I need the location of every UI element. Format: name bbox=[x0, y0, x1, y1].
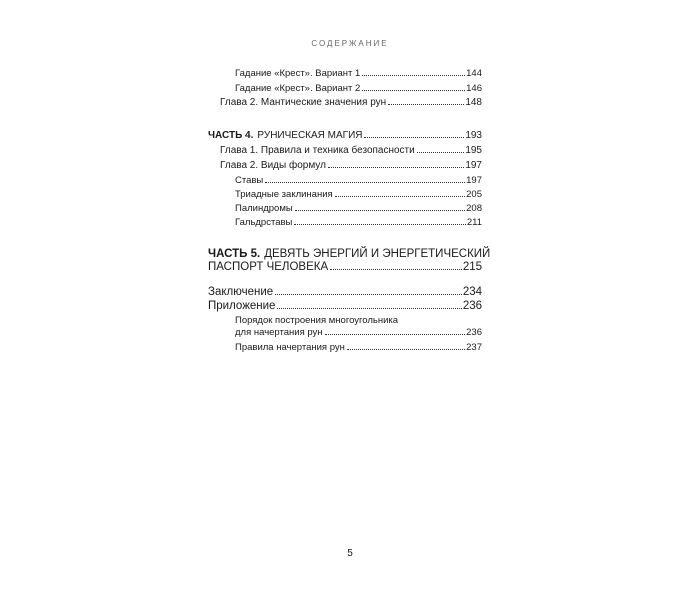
dot-leader bbox=[265, 181, 465, 183]
toc-entry[interactable] bbox=[220, 97, 482, 108]
toc-entry-page: 144 bbox=[466, 68, 482, 79]
part-title: ДЕВЯТЬ ЭНЕРГИЙ И ЭНЕРГЕТИЧЕСКИЙ bbox=[264, 248, 491, 260]
toc-entry-page: 208 bbox=[466, 203, 482, 214]
toc-entry[interactable] bbox=[235, 217, 482, 228]
toc-entry-page: 146 bbox=[466, 83, 482, 94]
toc-entry-title: Глава 2. Мантические значения рун bbox=[220, 97, 387, 108]
part-label: ЧАСТЬ 4. bbox=[208, 130, 254, 141]
page-number: 5 bbox=[347, 548, 353, 559]
dot-leader bbox=[417, 151, 465, 153]
dot-leader bbox=[330, 268, 462, 270]
toc-part-5-line1[interactable] bbox=[208, 248, 490, 260]
toc-entry-line1[interactable]: Порядок построения многоугольника bbox=[235, 315, 399, 326]
toc-entry-page: 236 bbox=[462, 300, 482, 312]
toc-entry[interactable] bbox=[220, 160, 482, 171]
toc-entry[interactable] bbox=[235, 327, 482, 338]
part-label: ЧАСТЬ 5. bbox=[208, 248, 261, 260]
toc-entry[interactable] bbox=[235, 68, 482, 79]
toc-entry[interactable] bbox=[235, 189, 482, 200]
toc-entry-page: 211 bbox=[466, 217, 482, 228]
toc-entry-title: Триадные заклинания bbox=[235, 189, 333, 200]
toc-part-5-line2[interactable] bbox=[208, 261, 482, 273]
toc-part-4[interactable] bbox=[208, 130, 482, 141]
dot-leader bbox=[294, 223, 465, 225]
dot-leader bbox=[295, 209, 465, 211]
dot-leader bbox=[364, 136, 464, 138]
toc-entry[interactable] bbox=[208, 286, 482, 298]
dot-leader bbox=[335, 195, 465, 197]
toc-entry-page: 236 bbox=[466, 327, 482, 338]
dot-leader bbox=[388, 103, 464, 105]
dot-leader bbox=[275, 293, 462, 295]
toc-entry-page: 197 bbox=[465, 160, 482, 171]
toc-entry-title: Гадание «Крест». Вариант 2 bbox=[235, 83, 361, 94]
toc-entry-page: 148 bbox=[465, 97, 482, 108]
dot-leader bbox=[362, 74, 465, 76]
toc-entry-title: Гадание «Крест». Вариант 1 bbox=[235, 68, 361, 79]
toc-entry[interactable] bbox=[235, 203, 482, 214]
dot-leader bbox=[328, 166, 464, 168]
toc-entry-page: 237 bbox=[466, 342, 482, 353]
toc-entry-page: 215 bbox=[462, 261, 482, 273]
running-header: СОДЕРЖАНИЕ bbox=[311, 39, 389, 48]
toc-entry-title: для начертания рун bbox=[235, 327, 323, 338]
toc-entry[interactable] bbox=[208, 300, 482, 312]
dot-leader bbox=[362, 89, 465, 91]
part-title-cont: ПАСПОРТ ЧЕЛОВЕКА bbox=[208, 261, 329, 273]
toc-entry[interactable] bbox=[235, 342, 482, 353]
toc-entry-page: 234 bbox=[462, 286, 482, 298]
toc-entry-title: Глава 1. Правила и техника безопасности bbox=[220, 145, 415, 156]
toc-entry[interactable] bbox=[235, 83, 482, 94]
toc-entry-page: 195 bbox=[465, 145, 482, 156]
dot-leader bbox=[277, 307, 461, 309]
toc-entry-title: Гальдрставы bbox=[235, 217, 293, 228]
toc-entry-title: Глава 2. Виды формул bbox=[220, 160, 326, 171]
toc-entry-page: 193 bbox=[465, 130, 482, 141]
toc-entry-title: Ставы bbox=[235, 175, 264, 186]
part-title: РУНИЧЕСКАЯ МАГИЯ bbox=[257, 130, 363, 141]
toc-entry[interactable] bbox=[220, 145, 482, 156]
dot-leader bbox=[325, 333, 466, 335]
toc-entry[interactable] bbox=[235, 175, 482, 186]
toc-entry-title: Приложение bbox=[208, 300, 276, 312]
toc-entry-title: Правила начертания рун bbox=[235, 342, 345, 353]
dot-leader bbox=[347, 348, 465, 350]
toc-entry-page: 205 bbox=[466, 189, 482, 200]
toc-entry-title: Палиндромы bbox=[235, 203, 293, 214]
toc-entry-page: 197 bbox=[466, 175, 482, 186]
toc-entry-title: Заключение bbox=[208, 286, 274, 298]
